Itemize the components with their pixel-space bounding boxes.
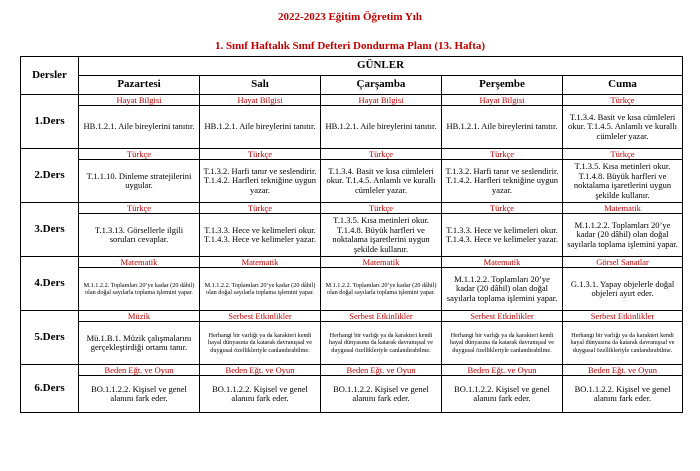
subject-cell: Müzik — [79, 311, 200, 322]
objective-cell: M.1.1.2.2. Toplamları 20’ye kadar (20 dâhil) olan doğal sayılarla toplama işlemini yapar. — [442, 268, 563, 311]
subject-cell: Türkçe — [79, 203, 200, 214]
subject-cell: Serbest Etkinlikler — [442, 311, 563, 322]
objective-cell: HB.1.2.1. Aile bireylerini tanıtır. — [79, 106, 200, 149]
document-title-plan: 1. Sınıf Haftalık Sınıf Defteri Dondurma Planı (13. Hafta) — [214, 40, 486, 52]
subject-cell: Beden Eğt. ve Oyun — [563, 365, 683, 376]
lesson-label: 1.Ders — [21, 95, 79, 149]
objective-cell: M.1.1.2.2. Toplamları 20’ye kadar (20 dâhil) olan doğal sayılarla toplama işlemini yapar. — [321, 268, 442, 311]
subject-cell: Türkçe — [563, 149, 683, 160]
objective-cell: T.1.3.3. Hece ve kelimeleri okur. T.1.4.3. Hece ve kelimeler yazar. — [442, 214, 563, 257]
day-header: Cuma — [563, 76, 683, 95]
objective-cell: HB.1.2.1. Aile bireylerini tanıtır. — [321, 106, 442, 149]
objective-cell: BO.1.1.2.2. Kişisel ve genel alanını fark eder. — [442, 376, 563, 413]
objective-cell: BO.1.1.2.2. Kişisel ve genel alanını fark eder. — [321, 376, 442, 413]
objective-cell: M.1.1.2.2. Toplamları 20’ye kadar (20 dâhil) olan doğal sayılarla toplama işlemini yapar. — [563, 214, 683, 257]
subject-cell: Matematik — [563, 203, 683, 214]
objective-cell: HB.1.2.1. Aile bireylerini tanıtır. — [442, 106, 563, 149]
objective-cell: G.1.3.1. Yapay objelerle doğal objeleri ayırt eder. — [563, 268, 683, 311]
objective-cell: T.1.3.4. Basit ve kısa cümleleri okur. T.1.4.5. Anlamlı ve kurallı cümleler yazar. — [321, 160, 442, 203]
objective-cell: Herhangi bir varlığı ya da karakteri kendi hayal dünyasına da katarak davranışsal ve duygusal özellikleriyle canlandırabilme. — [442, 322, 563, 365]
subject-cell: Hayat Bilgisi — [321, 95, 442, 106]
subject-cell: Görsel Sanatlar — [563, 257, 683, 268]
objective-cell: M.1.1.2.2. Toplamları 20’ye kadar (20 dâhil) olan doğal sayılarla toplama işlemini yapar. — [200, 268, 321, 311]
day-header: Pazartesi — [79, 76, 200, 95]
day-header: Çarşamba — [321, 76, 442, 95]
lesson-label: 4.Ders — [21, 257, 79, 311]
objective-cell: T.1.3.3. Hece ve kelimeleri okur. T.1.4.3. Hece ve kelimeler yazar. — [200, 214, 321, 257]
subject-cell: Matematik — [79, 257, 200, 268]
subject-cell: Matematik — [442, 257, 563, 268]
objective-cell: T.1.3.5. Kısa metinleri okur. T.1.4.8. Büyük harfleri ve noktalama işaretlerini uygun şekilde kullanır. — [321, 214, 442, 257]
subject-cell: Türkçe — [442, 203, 563, 214]
objective-cell: BO.1.1.2.2. Kişisel ve genel alanını fark eder. — [563, 376, 683, 413]
weekly-plan-table — [20, 56, 683, 413]
objective-cell: HB.1.2.1. Aile bireylerini tanıtır. — [200, 106, 321, 149]
objective-cell: Herhangi bir varlığı ya da karakteri kendi hayal dünyasına da katarak davranışsal ve duygusal özellikleriyle canlandırabilme. — [321, 322, 442, 365]
objective-cell: Mü.1.B.1. Müzik çalışmalarını gerçekleştirdiği ortamı tanır. — [79, 322, 200, 365]
subject-cell: Türkçe — [321, 149, 442, 160]
subject-cell: Türkçe — [442, 149, 563, 160]
gunler-header: GÜNLER — [79, 57, 683, 76]
objective-cell: M.1.1.2.2. Toplamları 20’ye kadar (20 dâhil) olan doğal sayılarla toplama işlemini yapar. — [79, 268, 200, 311]
subject-cell: Matematik — [321, 257, 442, 268]
objective-cell: BO.1.1.2.2. Kişisel ve genel alanını fark eder. — [200, 376, 321, 413]
subject-cell: Türkçe — [563, 95, 683, 106]
dersler-header: Dersler — [21, 57, 79, 95]
day-header: Salı — [200, 76, 321, 95]
subject-cell: Beden Eğt. ve Oyun — [200, 365, 321, 376]
lesson-label: 2.Ders — [21, 149, 79, 203]
lesson-label: 3.Ders — [21, 203, 79, 257]
objective-cell: T.1.3.2. Harfi tanır ve seslendirir. T.1.4.2. Harfleri tekniğine uygun yazar. — [442, 160, 563, 203]
subject-cell: Serbest Etkinlikler — [321, 311, 442, 322]
lesson-label: 5.Ders — [21, 311, 79, 365]
objective-cell: Herhangi bir varlığı ya da karakteri kendi hayal dünyasına da katarak davranışsal ve duygusal özellikleriyle canlandırabilme. — [563, 322, 683, 365]
subject-cell: Serbest Etkinlikler — [563, 311, 683, 322]
objective-cell: T.1.1.10. Dinleme stratejilerini uygular. — [79, 160, 200, 203]
objective-cell: T.1.3.2. Harfi tanır ve seslendirir. T.1.4.2. Harfleri tekniğine uygun yazar. — [200, 160, 321, 203]
objective-cell: Herhangi bir varlığı ya da karakteri kendi hayal dünyasına da katarak davranışsal ve duygusal özellikleriyle canlandırabilme. — [200, 322, 321, 365]
subject-cell: Serbest Etkinlikler — [200, 311, 321, 322]
objective-cell: T.1.3.4. Basit ve kısa cümleleri okur. T.1.4.5. Anlamlı ve kurallı cümleler yazar. — [563, 106, 683, 149]
objective-cell: T.1.3.13. Görsellerle ilgili soruları cevaplar. — [79, 214, 200, 257]
day-header: Perşembe — [442, 76, 563, 95]
subject-cell: Matematik — [200, 257, 321, 268]
objective-cell: T.1.3.5. Kısa metinleri okur. T.1.4.8. Büyük harfleri ve noktalama işaretlerini uygun şekilde kullanır. — [563, 160, 683, 203]
subject-cell: Hayat Bilgisi — [79, 95, 200, 106]
lesson-label: 6.Ders — [21, 365, 79, 413]
subject-cell: Beden Eğt. ve Oyun — [79, 365, 200, 376]
subject-cell: Türkçe — [200, 149, 321, 160]
objective-cell: BO.1.1.2.2. Kişisel ve genel alanını fark eder. — [79, 376, 200, 413]
subject-cell: Türkçe — [321, 203, 442, 214]
document-title-year: 2022-2023 Eğitim Öğretim Yılı — [278, 11, 422, 23]
subject-cell: Beden Eğt. ve Oyun — [321, 365, 442, 376]
subject-cell: Türkçe — [79, 149, 200, 160]
subject-cell: Hayat Bilgisi — [200, 95, 321, 106]
subject-cell: Hayat Bilgisi — [442, 95, 563, 106]
subject-cell: Türkçe — [200, 203, 321, 214]
subject-cell: Beden Eğt. ve Oyun — [442, 365, 563, 376]
